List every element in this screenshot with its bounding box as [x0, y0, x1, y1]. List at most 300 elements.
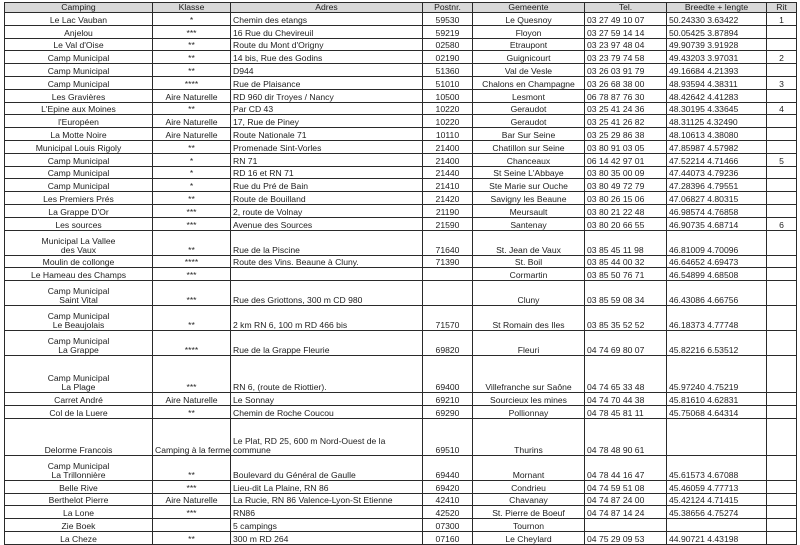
tel-cell: 03 80 91 03 05 [585, 140, 667, 153]
postnr-cell: 21400 [423, 153, 473, 166]
klasse-cell: **** [153, 76, 231, 89]
gemeente-cell: Le Quesnoy [473, 13, 585, 26]
camping-name-cell [5, 102, 153, 115]
table-row [5, 356, 797, 393]
camping-name-cell-line: Camp Municipal [47, 53, 110, 64]
postnr-cell: 51010 [423, 76, 473, 89]
table-row [5, 405, 797, 418]
camping-name-cell-line: Le Beaujolais [52, 320, 105, 331]
klasse-cell: Aire Naturelle [153, 89, 231, 102]
klasse-cell: ** [153, 38, 231, 51]
camping-name-cell-line: Camp Municipal [47, 373, 110, 384]
rit-cell [767, 306, 797, 331]
adres-cell: Route de Bouilland [231, 192, 423, 205]
gemeente-cell: Ste Marie sur Ouche [473, 179, 585, 192]
camping-name-cell [5, 405, 153, 418]
adres-cell: RN86 [231, 506, 423, 519]
rit-cell [767, 268, 797, 281]
table-row [5, 25, 797, 38]
adres-cell: 14 bis, Rue des Godins [231, 51, 423, 64]
coords-cell: 44.90721 4.43198 [667, 531, 767, 544]
tel-cell: 03 25 41 26 82 [585, 115, 667, 128]
gemeente-cell: Val de Vesle [473, 64, 585, 77]
camping-name-cell [5, 230, 153, 255]
camping-name-cell [5, 356, 153, 393]
table-row [5, 531, 797, 544]
rit-cell [767, 115, 797, 128]
camping-name-cell-line: Zie Boek [61, 520, 96, 531]
table-row [5, 217, 797, 230]
tel-cell: 04 74 87 14 24 [585, 506, 667, 519]
klasse-cell: ** [153, 102, 231, 115]
adres-cell-line: commune [233, 444, 271, 455]
tel-cell: 04 75 29 09 53 [585, 531, 667, 544]
col-header-gemeente: Gemeente [473, 3, 585, 13]
gemeente-cell: Chalons en Champagne [473, 76, 585, 89]
gemeente-cell: Meursault [473, 204, 585, 217]
camping-name-cell-line: l'Européen [58, 117, 99, 128]
postnr-cell: 21590 [423, 217, 473, 230]
camping-name-cell-line: Berthelot Pierre [48, 495, 109, 506]
klasse-cell: * [153, 166, 231, 179]
postnr-cell: 21440 [423, 166, 473, 179]
klasse-cell: * [153, 179, 231, 192]
camping-name-cell-line: Carret André [54, 394, 103, 405]
tel-cell: 03 80 20 66 55 [585, 217, 667, 230]
klasse-cell: ** [153, 531, 231, 544]
camping-name-cell-line: Le Val d'Oise [53, 40, 104, 51]
postnr-cell: 21420 [423, 192, 473, 205]
table-row [5, 268, 797, 281]
gemeente-cell: Villefranche sur Saône [473, 356, 585, 393]
rit-cell [767, 230, 797, 255]
camping-name-cell-line: La Grappe D'Or [48, 206, 109, 217]
table-row [5, 76, 797, 89]
table-row [5, 51, 797, 64]
coords-cell: 46.90735 4.68714 [667, 217, 767, 230]
postnr-cell: 71640 [423, 230, 473, 255]
adres-cell: Avenue des Sources [231, 217, 423, 230]
coords-cell [667, 418, 767, 455]
rit-cell [767, 179, 797, 192]
gemeente-cell: Chanceaux [473, 153, 585, 166]
adres-cell: Promenade Sint-Vorles [231, 140, 423, 153]
camping-name-cell-line: La Cheze [60, 533, 97, 544]
camping-name-cell [5, 531, 153, 544]
rit-cell [767, 455, 797, 480]
tel-cell: 06 78 87 76 30 [585, 89, 667, 102]
camping-name-cell [5, 179, 153, 192]
gemeente-cell: Fleuri [473, 331, 585, 356]
coords-cell: 47.44073 4.79236 [667, 166, 767, 179]
coords-cell: 46.98574 4.76858 [667, 204, 767, 217]
coords-cell: 47.28396 4.79551 [667, 179, 767, 192]
coords-cell: 48.31125 4.32490 [667, 115, 767, 128]
rit-cell [767, 405, 797, 418]
postnr-cell: 02190 [423, 51, 473, 64]
camping-name-cell-line: Camp Municipal [47, 336, 110, 347]
camping-name-cell [5, 115, 153, 128]
table-row [5, 192, 797, 205]
tel-cell [585, 519, 667, 532]
tel-cell: 04 74 70 44 38 [585, 393, 667, 406]
adres-cell: La Rucie, RN 86 Valence-Lyon-St Etienne [231, 493, 423, 506]
coords-cell: 50.05425 3.87894 [667, 25, 767, 38]
adres-cell: 300 m RD 264 [231, 531, 423, 544]
coords-cell: 46.18373 4.77748 [667, 306, 767, 331]
camping-name-cell [5, 140, 153, 153]
table-row [5, 493, 797, 506]
gemeente-cell: Lesmont [473, 89, 585, 102]
postnr-cell: 69510 [423, 418, 473, 455]
camping-name-cell-line: La Motte Noire [50, 129, 107, 140]
adres-cell: Par CD 43 [231, 102, 423, 115]
rit-cell: 5 [767, 153, 797, 166]
table-row [5, 519, 797, 532]
gemeente-cell: Condrieu [473, 480, 585, 493]
klasse-cell: Aire Naturelle [153, 493, 231, 506]
postnr-cell: 10220 [423, 102, 473, 115]
klasse-cell: **** [153, 331, 231, 356]
coords-cell: 48.30195 4.33645 [667, 102, 767, 115]
rit-cell [767, 331, 797, 356]
adres-cell: 2 km RN 6, 100 m RD 466 bis [231, 306, 423, 331]
camping-name-cell [5, 255, 153, 268]
postnr-cell: 02580 [423, 38, 473, 51]
klasse-cell: Aire Naturelle [153, 115, 231, 128]
coords-cell: 46.43086 4.66756 [667, 281, 767, 306]
klasse-cell: ** [153, 51, 231, 64]
tel-cell: 03 80 26 15 06 [585, 192, 667, 205]
postnr-cell [423, 268, 473, 281]
rit-cell [767, 64, 797, 77]
postnr-cell: 07300 [423, 519, 473, 532]
adres-cell: RD 960 dir Troyes / Nancy [231, 89, 423, 102]
gemeente-cell: Chavanay [473, 493, 585, 506]
tel-cell: 03 80 49 72 79 [585, 179, 667, 192]
camping-name-cell [5, 493, 153, 506]
camping-name-cell [5, 418, 153, 455]
coords-cell: 48.10613 4.38080 [667, 128, 767, 141]
rit-cell: 4 [767, 102, 797, 115]
coords-cell: 48.42642 4.41283 [667, 89, 767, 102]
camping-name-cell [5, 519, 153, 532]
adres-cell: RD 16 et RN 71 [231, 166, 423, 179]
rit-cell [767, 493, 797, 506]
adres-cell: 5 campings [231, 519, 423, 532]
camping-name-cell-line: Anjelou [64, 27, 93, 38]
postnr-cell: 69440 [423, 455, 473, 480]
rit-cell [767, 89, 797, 102]
rit-cell [767, 38, 797, 51]
coords-cell: 45.75068 4.64314 [667, 405, 767, 418]
col-header-coords: Breedte + lengte [667, 3, 767, 13]
camping-name-cell [5, 64, 153, 77]
col-header-tel: Tel. [585, 3, 667, 13]
tel-cell: 04 74 87 24 00 [585, 493, 667, 506]
tel-cell: 03 85 50 76 71 [585, 268, 667, 281]
camping-name-cell-line: Le Lac Vauban [49, 14, 108, 25]
table-row [5, 89, 797, 102]
table-row [5, 204, 797, 217]
rit-cell [767, 25, 797, 38]
camping-name-cell [5, 153, 153, 166]
camping-name-cell-line: Camp Municipal [47, 155, 110, 166]
camping-name-cell [5, 331, 153, 356]
table-row [5, 480, 797, 493]
table-row [5, 255, 797, 268]
tel-cell: 03 85 45 11 98 [585, 230, 667, 255]
camping-name-cell-line: Camp Municipal [47, 168, 110, 179]
camping-name-cell [5, 166, 153, 179]
gemeente-cell: Sourcieux les mines [473, 393, 585, 406]
coords-cell: 49.90739 3.91928 [667, 38, 767, 51]
postnr-cell: 07160 [423, 531, 473, 544]
coords-cell: 45.38656 4.75274 [667, 506, 767, 519]
gemeente-cell: Chatillon sur Seine [473, 140, 585, 153]
klasse-cell: *** [153, 217, 231, 230]
gemeente-cell: Guignicourt [473, 51, 585, 64]
rit-cell [767, 506, 797, 519]
coords-cell: 48.93594 4.38311 [667, 76, 767, 89]
gemeente-cell: Mornant [473, 455, 585, 480]
postnr-cell: 69400 [423, 356, 473, 393]
coords-cell: 47.06827 4.80315 [667, 192, 767, 205]
tel-cell: 04 74 69 80 07 [585, 331, 667, 356]
gemeente-cell: Cormartin [473, 268, 585, 281]
tel-cell: 03 25 41 24 36 [585, 102, 667, 115]
rit-cell [767, 356, 797, 393]
coords-cell: 45.82216 6.53512 [667, 331, 767, 356]
camping-name-cell-line: Belle Rive [59, 482, 98, 493]
gemeente-cell: Cluny [473, 281, 585, 306]
camping-name-cell [5, 306, 153, 331]
klasse-cell: Aire Naturelle [153, 393, 231, 406]
adres-cell: RN 6, (route de Riottier). [231, 356, 423, 393]
tel-cell: 04 78 44 16 47 [585, 455, 667, 480]
klasse-cell: * [153, 13, 231, 26]
camping-name-cell-line: Col de la Luere [49, 407, 108, 418]
klasse-cell: *** [153, 356, 231, 393]
adres-cell: RN 71 [231, 153, 423, 166]
gemeente-cell: St Seine L'Abbaye [473, 166, 585, 179]
klasse-cell: *** [153, 204, 231, 217]
postnr-cell: 21410 [423, 179, 473, 192]
coords-cell: 45.81610 4.62831 [667, 393, 767, 406]
postnr-cell: 10220 [423, 115, 473, 128]
col-header-adres: Adres [231, 3, 423, 13]
klasse-cell: *** [153, 25, 231, 38]
rit-cell: 2 [767, 51, 797, 64]
table-row [5, 455, 797, 480]
tel-cell: 04 78 48 90 61 [585, 418, 667, 455]
postnr-cell: 10110 [423, 128, 473, 141]
postnr-cell: 69210 [423, 393, 473, 406]
klasse-cell: *** [153, 480, 231, 493]
postnr-cell: 71390 [423, 255, 473, 268]
adres-cell: Rue de la Piscine [231, 230, 423, 255]
camping-name-cell [5, 89, 153, 102]
gemeente-cell: St Romain des Iles [473, 306, 585, 331]
adres-cell: 2, route de Volnay [231, 204, 423, 217]
tel-cell: 03 23 97 48 04 [585, 38, 667, 51]
camping-name-cell-line: Camp Municipal [47, 65, 110, 76]
tel-cell: 03 26 03 91 79 [585, 64, 667, 77]
tel-cell: 03 85 59 08 34 [585, 281, 667, 306]
tel-cell: 03 26 68 38 00 [585, 76, 667, 89]
gemeente-cell: St. Jean de Vaux [473, 230, 585, 255]
coords-cell: 50.24330 3.63422 [667, 13, 767, 26]
adres-cell: Route du Mont d'Origny [231, 38, 423, 51]
rit-cell [767, 393, 797, 406]
klasse-cell: *** [153, 506, 231, 519]
coords-cell: 47.52214 4.71466 [667, 153, 767, 166]
table-row [5, 128, 797, 141]
rit-cell: 1 [767, 13, 797, 26]
camping-table [4, 2, 797, 545]
table-row [5, 102, 797, 115]
gemeente-cell: Geraudot [473, 102, 585, 115]
table-row [5, 140, 797, 153]
coords-cell: 45.46059 4.77713 [667, 480, 767, 493]
col-header-postnr: Postnr. [423, 3, 473, 13]
table-row [5, 153, 797, 166]
camping-name-cell [5, 455, 153, 480]
klasse-cell: * [153, 153, 231, 166]
tel-cell: 04 74 65 33 48 [585, 356, 667, 393]
postnr-cell: 21400 [423, 140, 473, 153]
adres-cell: Chemin de Roche Coucou [231, 405, 423, 418]
camping-name-cell-line: La Lone [62, 508, 95, 519]
adres-cell: Le Sonnay [231, 393, 423, 406]
table-row [5, 64, 797, 77]
tel-cell: 03 80 21 22 48 [585, 204, 667, 217]
table-row [5, 38, 797, 51]
rit-cell [767, 255, 797, 268]
rit-cell [767, 140, 797, 153]
col-header-camping: Camping [5, 3, 153, 13]
adres-cell: Rue des Griottons, 300 m CD 980 [231, 281, 423, 306]
table-row [5, 306, 797, 331]
tel-cell: 03 23 79 74 58 [585, 51, 667, 64]
postnr-cell: 42520 [423, 506, 473, 519]
adres-cell [231, 268, 423, 281]
postnr-cell [423, 281, 473, 306]
gemeente-cell: Le Cheylard [473, 531, 585, 544]
coords-cell: 49.43203 3.97031 [667, 51, 767, 64]
camping-name-cell [5, 506, 153, 519]
tel-cell: 03 27 59 14 14 [585, 25, 667, 38]
camping-name-cell-line: Moulin de collonge [42, 257, 115, 268]
camping-name-cell [5, 480, 153, 493]
table-row [5, 331, 797, 356]
tel-cell: 06 14 42 97 01 [585, 153, 667, 166]
postnr-cell: 69820 [423, 331, 473, 356]
camping-name-cell [5, 192, 153, 205]
camping-sheet [4, 2, 796, 544]
camping-name-cell-line: Saint Vital [59, 295, 98, 306]
postnr-cell: 51360 [423, 64, 473, 77]
klasse-cell: *** [153, 281, 231, 306]
klasse-cell: **** [153, 255, 231, 268]
adres-cell: Boulevard du Général de Gaulle [231, 455, 423, 480]
adres-cell: 17, Rue de Piney [231, 115, 423, 128]
camping-name-cell-line: La Plage [61, 382, 96, 393]
postnr-cell: 42410 [423, 493, 473, 506]
rit-cell [767, 531, 797, 544]
camping-name-cell [5, 25, 153, 38]
postnr-cell: 59530 [423, 13, 473, 26]
postnr-cell: 69420 [423, 480, 473, 493]
camping-name-cell-line: Les Premiers Prés [43, 193, 114, 204]
table-row [5, 13, 797, 26]
camping-name-cell-line: Delorme Francois [44, 444, 113, 455]
tel-cell: 03 85 35 52 52 [585, 306, 667, 331]
gemeente-cell: Santenay [473, 217, 585, 230]
klasse-cell: ** [153, 192, 231, 205]
gemeente-cell: Etraupont [473, 38, 585, 51]
col-header-rit: Rit [767, 3, 797, 13]
klasse-cell: ** [153, 405, 231, 418]
gemeente-cell: Bar Sur Seine [473, 128, 585, 141]
table-row [5, 281, 797, 306]
camping-name-cell [5, 281, 153, 306]
camping-name-cell-line: des Vaux [60, 244, 97, 255]
tel-cell: 04 74 59 51 08 [585, 480, 667, 493]
postnr-cell: 71570 [423, 306, 473, 331]
camping-name-cell-line: Les Gravières [51, 91, 106, 102]
rit-cell: 3 [767, 76, 797, 89]
tel-cell: 03 27 49 10 07 [585, 13, 667, 26]
coords-cell: 46.64652 4.69473 [667, 255, 767, 268]
adres-cell: Rue du Pré de Bain [231, 179, 423, 192]
klasse-cell: ** [153, 230, 231, 255]
table-row [5, 166, 797, 179]
table-row [5, 179, 797, 192]
header-row [5, 3, 797, 13]
camping-name-cell [5, 393, 153, 406]
tel-cell: 03 80 35 00 09 [585, 166, 667, 179]
table-row [5, 393, 797, 406]
camping-name-cell-line: Camp Municipal [47, 286, 110, 297]
rit-cell: 6 [767, 217, 797, 230]
gemeente-cell: Savigny les Beaune [473, 192, 585, 205]
klasse-cell: *** [153, 268, 231, 281]
adres-cell: 16 Rue du Chevireuil [231, 25, 423, 38]
coords-cell: 45.42124 4.71415 [667, 493, 767, 506]
camping-name-cell [5, 76, 153, 89]
rit-cell [767, 128, 797, 141]
camping-name-cell-line: L'Epine aux Moines [41, 104, 116, 115]
rit-cell [767, 480, 797, 493]
table-row [5, 418, 797, 455]
col-header-klasse: Klasse [153, 3, 231, 13]
camping-name-cell-line: La Trillonnière [51, 469, 106, 480]
camping-name-cell-line: Municipal Louis Rigoly [35, 142, 122, 153]
postnr-cell: 21190 [423, 204, 473, 217]
tel-cell: 04 78 45 81 11 [585, 405, 667, 418]
coords-cell: 46.81009 4.70096 [667, 230, 767, 255]
adres-cell-line: Le Plat, RD 25, 600 m Nord-Ouest de la [233, 435, 386, 446]
adres-cell [231, 418, 423, 455]
camping-name-cell [5, 268, 153, 281]
gemeente-cell: Geraudot [473, 115, 585, 128]
camping-name-cell-line: Camp Municipal [47, 460, 110, 471]
camping-name-cell-line: Camp Municipal [47, 78, 110, 89]
klasse-cell: Camping à la ferme [153, 418, 231, 455]
camping-name-cell [5, 38, 153, 51]
coords-cell: 49.16684 4.21393 [667, 64, 767, 77]
